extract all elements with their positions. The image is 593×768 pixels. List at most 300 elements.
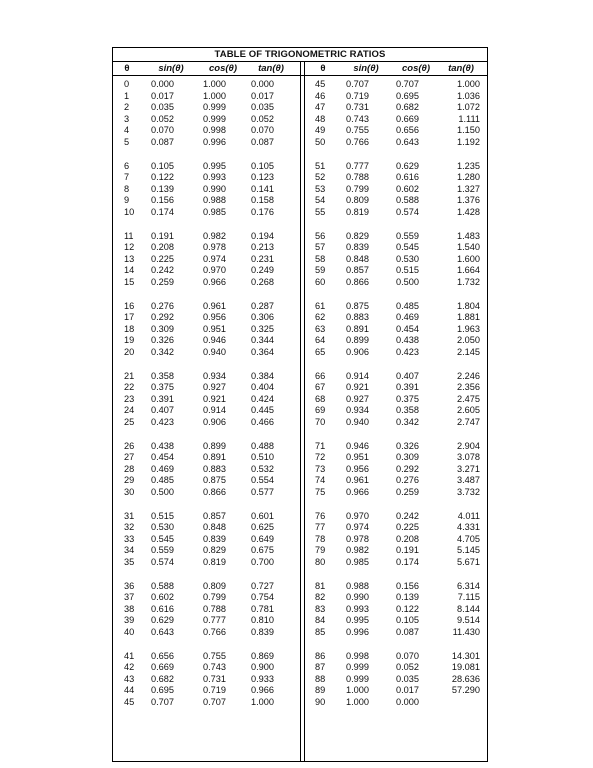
trig-ratio-table: [112, 47, 488, 762]
table-row: [113, 394, 487, 405]
left-tan-cell: 0.675: [251, 545, 274, 555]
right-cos-cell: 0.407: [396, 370, 419, 381]
left-cos-cell: 0.809: [203, 580, 226, 591]
left-sin-cell: 0.000: [151, 79, 174, 89]
right-tan-cell: 1.150: [457, 125, 480, 135]
right-cos-cell: 0.438: [396, 335, 419, 345]
left-cos-cell: 0.996: [203, 136, 226, 147]
right-theta-cell: 79: [315, 545, 326, 555]
right-sin-cell: 0.766: [346, 136, 369, 147]
left-tan-cell: 0.869: [251, 650, 274, 661]
left-sin-cell: 0.087: [151, 136, 174, 147]
table-row: [113, 557, 487, 568]
table-row: [113, 254, 487, 265]
left-sin-cell: 0.515: [151, 510, 174, 521]
right-sin-cell: 0.743: [346, 113, 369, 124]
left-sin-cell: 0.225: [151, 253, 174, 264]
left-tan-cell: 0.649: [251, 533, 274, 544]
right-tan-cell: 2.050: [457, 335, 480, 345]
right-cos-cell: 0.358: [396, 405, 419, 415]
left-sin-cell: 0.500: [151, 486, 174, 497]
left-theta-cell: 34: [124, 545, 135, 555]
left-theta-cell: 19: [124, 335, 135, 345]
right-cos-cell: 0.292: [396, 463, 419, 474]
left-cos-cell: 0.999: [203, 102, 226, 112]
right-tan-cell: 1.540: [457, 242, 480, 252]
left-theta-cell: 29: [124, 475, 135, 485]
left-cos-cell: 0.883: [203, 463, 226, 474]
right-tan-cell: 5.671: [457, 556, 480, 567]
right-tan-cell: 1.000: [457, 79, 480, 89]
left-theta-cell: 39: [124, 615, 135, 625]
left-theta-cell: 33: [124, 533, 135, 544]
left-theta-cell: 23: [124, 393, 135, 404]
right-sin-cell: 0.961: [346, 475, 369, 485]
left-sin-cell: 0.052: [151, 113, 174, 124]
left-cos-cell: 0.829: [203, 545, 226, 555]
left-sin-cell: 0.629: [151, 615, 174, 625]
left-theta-cell: 45: [124, 696, 135, 707]
right-tan-cell: 2.904: [457, 440, 480, 451]
left-sin-cell: 0.588: [151, 580, 174, 591]
table-row: [113, 511, 487, 522]
table-row: [113, 651, 487, 662]
left-sin-cell: 0.682: [151, 673, 174, 684]
right-theta-cell: 83: [315, 603, 326, 614]
left-tan-cell: 0.404: [251, 382, 274, 392]
table-row: [113, 592, 487, 603]
right-theta-cell: 56: [315, 230, 326, 241]
left-sin-cell: 0.358: [151, 370, 174, 381]
left-tan-cell: 0.424: [251, 393, 274, 404]
left-cos-cell: 0.988: [203, 195, 226, 205]
left-tan-cell: 0.384: [251, 370, 274, 381]
right-cos-cell: 0.669: [396, 113, 419, 124]
right-sin-cell: 0.982: [346, 545, 369, 555]
left-theta-cell: 24: [124, 405, 135, 415]
table-row: [113, 534, 487, 545]
right-cos-cell: 0.342: [396, 416, 419, 427]
left-theta-cell: 17: [124, 312, 135, 322]
right-tan-cell: 1.664: [457, 265, 480, 275]
right-theta-cell: 86: [315, 650, 326, 661]
right-sin-cell: 0.899: [346, 335, 369, 345]
left-cos-cell: 0.956: [203, 312, 226, 322]
left-theta-cell: 38: [124, 603, 135, 614]
left-tan-cell: 0.966: [251, 685, 274, 695]
right-tan-cell: 4.705: [457, 533, 480, 544]
table-row: [113, 685, 487, 696]
right-sin-cell: 0.990: [346, 592, 369, 602]
left-cos-cell: 0.875: [203, 475, 226, 485]
table-row: [113, 172, 487, 183]
right-sin-cell: 0.891: [346, 323, 369, 334]
left-theta-cell: 32: [124, 522, 135, 532]
left-tan-cell: 0.510: [251, 452, 274, 462]
left-cos-cell: 0.755: [203, 650, 226, 661]
table-body: [113, 76, 487, 761]
left-theta-cell: 5: [124, 136, 130, 147]
left-cos-cell: 0.961: [203, 300, 226, 311]
right-tan-cell: 4.011: [457, 510, 480, 521]
right-cos-cell: 0.629: [396, 160, 419, 171]
left-cos-cell: 0.946: [203, 335, 226, 345]
table-row: [113, 277, 487, 288]
left-sin-cell: 0.454: [151, 452, 174, 462]
left-theta-cell: 9: [124, 195, 130, 205]
left-cos-cell: 0.940: [203, 346, 226, 357]
left-sin-cell: 0.559: [151, 545, 174, 555]
left-theta-cell: 15: [124, 276, 135, 287]
table-title: TABLE OF TRIGONOMETRIC RATIOS: [113, 48, 487, 62]
right-theta-cell: 60: [315, 276, 326, 287]
table-row: [113, 231, 487, 242]
right-tan-cell: 3.487: [457, 475, 480, 485]
table-row: [113, 475, 487, 486]
left-sin-cell: 0.656: [151, 650, 174, 661]
right-cos-cell: 0.656: [396, 125, 419, 135]
right-tan-cell: 6.314: [457, 580, 480, 591]
left-sin-cell: 0.438: [151, 440, 174, 451]
right-cos-cell: 0.423: [396, 346, 419, 357]
left-sin-cell: 0.574: [151, 556, 174, 567]
right-sin-cell: 0.927: [346, 393, 369, 404]
left-cos-cell: 0.731: [203, 673, 226, 684]
right-sin-cell: 0.839: [346, 242, 369, 252]
left-sin-cell: 0.326: [151, 335, 174, 345]
left-cos-cell: 0.839: [203, 533, 226, 544]
left-sin-cell: 0.242: [151, 265, 174, 275]
right-tan-cell: 1.111: [458, 113, 480, 124]
left-theta-cell: 27: [124, 452, 135, 462]
left-theta-cell: 0: [124, 79, 130, 89]
right-theta-cell: 76: [315, 510, 326, 521]
left-theta-cell: 22: [124, 382, 135, 392]
right-tan-cell: 28.636: [451, 673, 480, 684]
table-row: [113, 487, 487, 498]
left-tan-cell: 0.052: [251, 113, 274, 124]
right-sin-cell: 0.988: [346, 580, 369, 591]
left-sin-cell: 0.122: [151, 172, 174, 182]
right-theta-cell: 84: [315, 615, 326, 625]
right-sin-cell: 0.970: [346, 510, 369, 521]
table-row: [113, 441, 487, 452]
right-sin-cell: 0.956: [346, 463, 369, 474]
left-cos-cell: 0.866: [203, 486, 226, 497]
table-row: [113, 91, 487, 102]
left-cos-cell: 0.966: [203, 276, 226, 287]
left-theta-cell: 3: [124, 113, 130, 124]
right-sin-cell: 0.857: [346, 265, 369, 275]
right-theta-cell: 52: [315, 172, 326, 182]
left-tan-cell: 0.000: [251, 79, 274, 89]
left-cos-cell: 1.000: [203, 90, 226, 101]
left-sin-cell: 0.695: [151, 685, 174, 695]
right-theta-cell: 53: [315, 183, 326, 194]
left-cos-cell: 0.993: [203, 172, 226, 182]
table-row: [113, 674, 487, 685]
left-cos-cell: 0.998: [203, 125, 226, 135]
right-tan-cell: 1.192: [457, 136, 480, 147]
left-theta-cell: 10: [124, 206, 135, 217]
left-sin-cell: 0.276: [151, 300, 174, 311]
table-row: [113, 347, 487, 358]
left-tan-cell: 0.839: [251, 626, 274, 637]
right-tan-cell: 2.145: [457, 346, 480, 357]
left-cos-cell: 0.906: [203, 416, 226, 427]
header-cos-left: cos(θ): [209, 63, 237, 74]
right-sin-cell: 0.934: [346, 405, 369, 415]
left-cos-cell: 0.934: [203, 370, 226, 381]
left-tan-cell: 0.344: [251, 335, 274, 345]
left-tan-cell: 0.554: [251, 475, 274, 485]
left-sin-cell: 0.342: [151, 346, 174, 357]
right-theta-cell: 59: [315, 265, 326, 275]
right-theta-cell: 58: [315, 253, 326, 264]
right-cos-cell: 0.087: [396, 626, 419, 637]
right-theta-cell: 68: [315, 393, 326, 404]
right-tan-cell: 4.331: [457, 522, 480, 532]
left-theta-cell: 30: [124, 486, 135, 497]
right-tan-cell: 1.036: [457, 90, 480, 101]
right-sin-cell: 0.707: [346, 79, 369, 89]
right-theta-cell: 63: [315, 323, 326, 334]
table-row: [113, 615, 487, 626]
left-tan-cell: 0.231: [251, 253, 274, 264]
right-sin-cell: 0.974: [346, 522, 369, 532]
right-theta-cell: 66: [315, 370, 326, 381]
right-sin-cell: 0.819: [346, 206, 369, 217]
right-cos-cell: 0.052: [396, 662, 419, 672]
right-cos-cell: 0.122: [396, 603, 419, 614]
left-tan-cell: 0.176: [251, 206, 274, 217]
right-cos-cell: 0.574: [396, 206, 419, 217]
right-theta-cell: 61: [315, 300, 326, 311]
right-theta-cell: 73: [315, 463, 326, 474]
right-theta-cell: 45: [315, 79, 326, 89]
left-sin-cell: 0.407: [151, 405, 174, 415]
right-tan-cell: 1.881: [457, 312, 480, 322]
header-theta-right: θ: [320, 63, 326, 74]
left-cos-cell: 0.921: [203, 393, 226, 404]
right-sin-cell: 0.777: [346, 160, 369, 171]
right-cos-cell: 0.174: [396, 556, 419, 567]
right-cos-cell: 0.326: [396, 440, 419, 451]
right-sin-cell: 0.978: [346, 533, 369, 544]
right-tan-cell: 2.747: [457, 416, 480, 427]
table-row: [113, 581, 487, 592]
right-sin-cell: 0.799: [346, 183, 369, 194]
right-sin-cell: 0.921: [346, 382, 369, 392]
left-tan-cell: 0.700: [251, 556, 274, 567]
table-row: [113, 207, 487, 218]
right-sin-cell: 0.966: [346, 486, 369, 497]
right-theta-cell: 88: [315, 673, 326, 684]
right-cos-cell: 0.454: [396, 323, 419, 334]
left-cos-cell: 0.985: [203, 206, 226, 217]
table-row: [113, 195, 487, 206]
right-sin-cell: 0.809: [346, 195, 369, 205]
right-sin-cell: 0.829: [346, 230, 369, 241]
left-sin-cell: 0.616: [151, 603, 174, 614]
right-sin-cell: 1.000: [346, 696, 369, 707]
table-row: [113, 312, 487, 323]
right-tan-cell: 1.428: [457, 206, 480, 217]
right-theta-cell: 55: [315, 206, 326, 217]
left-cos-cell: 0.857: [203, 510, 226, 521]
right-tan-cell: 2.246: [457, 370, 480, 381]
right-tan-cell: 1.483: [457, 230, 480, 241]
left-sin-cell: 0.139: [151, 183, 174, 194]
left-theta-cell: 18: [124, 323, 135, 334]
right-sin-cell: 0.951: [346, 452, 369, 462]
table-row: [113, 697, 487, 708]
left-cos-cell: 0.743: [203, 662, 226, 672]
left-theta-cell: 35: [124, 556, 135, 567]
right-sin-cell: 0.946: [346, 440, 369, 451]
right-tan-cell: 1.376: [457, 195, 480, 205]
table-row: [113, 301, 487, 312]
right-tan-cell: 3.078: [457, 452, 480, 462]
right-theta-cell: 82: [315, 592, 326, 602]
left-tan-cell: 0.306: [251, 312, 274, 322]
right-tan-cell: 57.290: [451, 685, 480, 695]
left-sin-cell: 0.375: [151, 382, 174, 392]
left-sin-cell: 0.259: [151, 276, 174, 287]
left-theta-cell: 26: [124, 440, 135, 451]
right-sin-cell: 0.755: [346, 125, 369, 135]
right-tan-cell: 7.115: [457, 592, 480, 602]
right-theta-cell: 47: [315, 102, 326, 112]
table-row: [113, 464, 487, 475]
right-sin-cell: 0.719: [346, 90, 369, 101]
right-cos-cell: 0.616: [396, 172, 419, 182]
left-sin-cell: 0.156: [151, 195, 174, 205]
left-tan-cell: 0.601: [251, 510, 274, 521]
table-row: [113, 662, 487, 673]
right-sin-cell: 0.883: [346, 312, 369, 322]
right-tan-cell: 3.732: [457, 486, 480, 497]
header-theta-left: θ: [124, 63, 130, 74]
right-tan-cell: 1.280: [457, 172, 480, 182]
left-sin-cell: 0.035: [151, 102, 174, 112]
right-theta-cell: 54: [315, 195, 326, 205]
right-theta-cell: 62: [315, 312, 326, 322]
left-cos-cell: 0.974: [203, 253, 226, 264]
left-tan-cell: 0.194: [251, 230, 274, 241]
right-cos-cell: 0.259: [396, 486, 419, 497]
right-cos-cell: 0.070: [396, 650, 419, 661]
right-cos-cell: 0.602: [396, 183, 419, 194]
right-theta-cell: 69: [315, 405, 326, 415]
table-row: [113, 371, 487, 382]
table-row: [113, 102, 487, 113]
right-theta-cell: 65: [315, 346, 326, 357]
left-sin-cell: 0.105: [151, 160, 174, 171]
table-row: [113, 184, 487, 195]
right-sin-cell: 0.731: [346, 102, 369, 112]
right-tan-cell: 2.475: [457, 393, 480, 404]
right-sin-cell: 0.999: [346, 673, 369, 684]
right-cos-cell: 0.707: [396, 79, 419, 89]
left-tan-cell: 0.325: [251, 323, 274, 334]
left-sin-cell: 0.309: [151, 323, 174, 334]
left-theta-cell: 7: [124, 172, 130, 182]
table-row: [113, 125, 487, 136]
left-theta-cell: 16: [124, 300, 135, 311]
right-theta-cell: 80: [315, 556, 326, 567]
right-cos-cell: 0.105: [396, 615, 419, 625]
left-tan-cell: 0.900: [251, 662, 274, 672]
left-tan-cell: 0.532: [251, 463, 274, 474]
left-sin-cell: 0.530: [151, 522, 174, 532]
left-cos-cell: 0.899: [203, 440, 226, 451]
left-cos-cell: 0.982: [203, 230, 226, 241]
left-cos-cell: 0.978: [203, 242, 226, 252]
right-cos-cell: 0.139: [396, 592, 419, 602]
header-cos-right: cos(θ): [402, 63, 430, 74]
right-cos-cell: 0.017: [396, 685, 419, 695]
left-sin-cell: 0.707: [151, 696, 174, 707]
right-theta-cell: 57: [315, 242, 326, 252]
left-tan-cell: 0.123: [251, 172, 274, 182]
right-tan-cell: 1.732: [457, 276, 480, 287]
left-tan-cell: 0.781: [251, 603, 274, 614]
left-theta-cell: 43: [124, 673, 135, 684]
right-tan-cell: 9.514: [457, 615, 480, 625]
left-tan-cell: 0.070: [251, 125, 274, 135]
left-tan-cell: 0.213: [251, 242, 274, 252]
right-cos-cell: 0.515: [396, 265, 419, 275]
right-theta-cell: 71: [315, 440, 326, 451]
right-cos-cell: 0.485: [396, 300, 419, 311]
left-tan-cell: 1.000: [251, 696, 274, 707]
left-sin-cell: 0.602: [151, 592, 174, 602]
right-theta-cell: 49: [315, 125, 326, 135]
right-theta-cell: 64: [315, 335, 326, 345]
left-theta-cell: 20: [124, 346, 135, 357]
left-theta-cell: 8: [124, 183, 130, 194]
left-cos-cell: 0.927: [203, 382, 226, 392]
right-cos-cell: 0.000: [396, 696, 419, 707]
left-theta-cell: 1: [124, 90, 130, 101]
right-sin-cell: 0.875: [346, 300, 369, 311]
right-sin-cell: 0.848: [346, 253, 369, 264]
right-cos-cell: 0.191: [396, 545, 419, 555]
left-cos-cell: 0.990: [203, 183, 226, 194]
left-tan-cell: 0.268: [251, 276, 274, 287]
right-tan-cell: 8.144: [457, 603, 480, 614]
right-theta-cell: 78: [315, 533, 326, 544]
right-cos-cell: 0.225: [396, 522, 419, 532]
header-tan-right: tan(θ): [448, 63, 474, 74]
right-cos-cell: 0.309: [396, 452, 419, 462]
right-theta-cell: 85: [315, 626, 326, 637]
right-cos-cell: 0.156: [396, 580, 419, 591]
left-sin-cell: 0.208: [151, 242, 174, 252]
left-tan-cell: 0.445: [251, 405, 274, 415]
right-sin-cell: 0.995: [346, 615, 369, 625]
right-tan-cell: 1.804: [457, 300, 480, 311]
left-sin-cell: 0.174: [151, 206, 174, 217]
right-tan-cell: 1.235: [457, 160, 480, 171]
right-sin-cell: 0.788: [346, 172, 369, 182]
right-tan-cell: 1.327: [457, 183, 480, 194]
left-cos-cell: 0.766: [203, 626, 226, 637]
left-sin-cell: 0.191: [151, 230, 174, 241]
right-cos-cell: 0.391: [396, 382, 419, 392]
right-cos-cell: 0.500: [396, 276, 419, 287]
